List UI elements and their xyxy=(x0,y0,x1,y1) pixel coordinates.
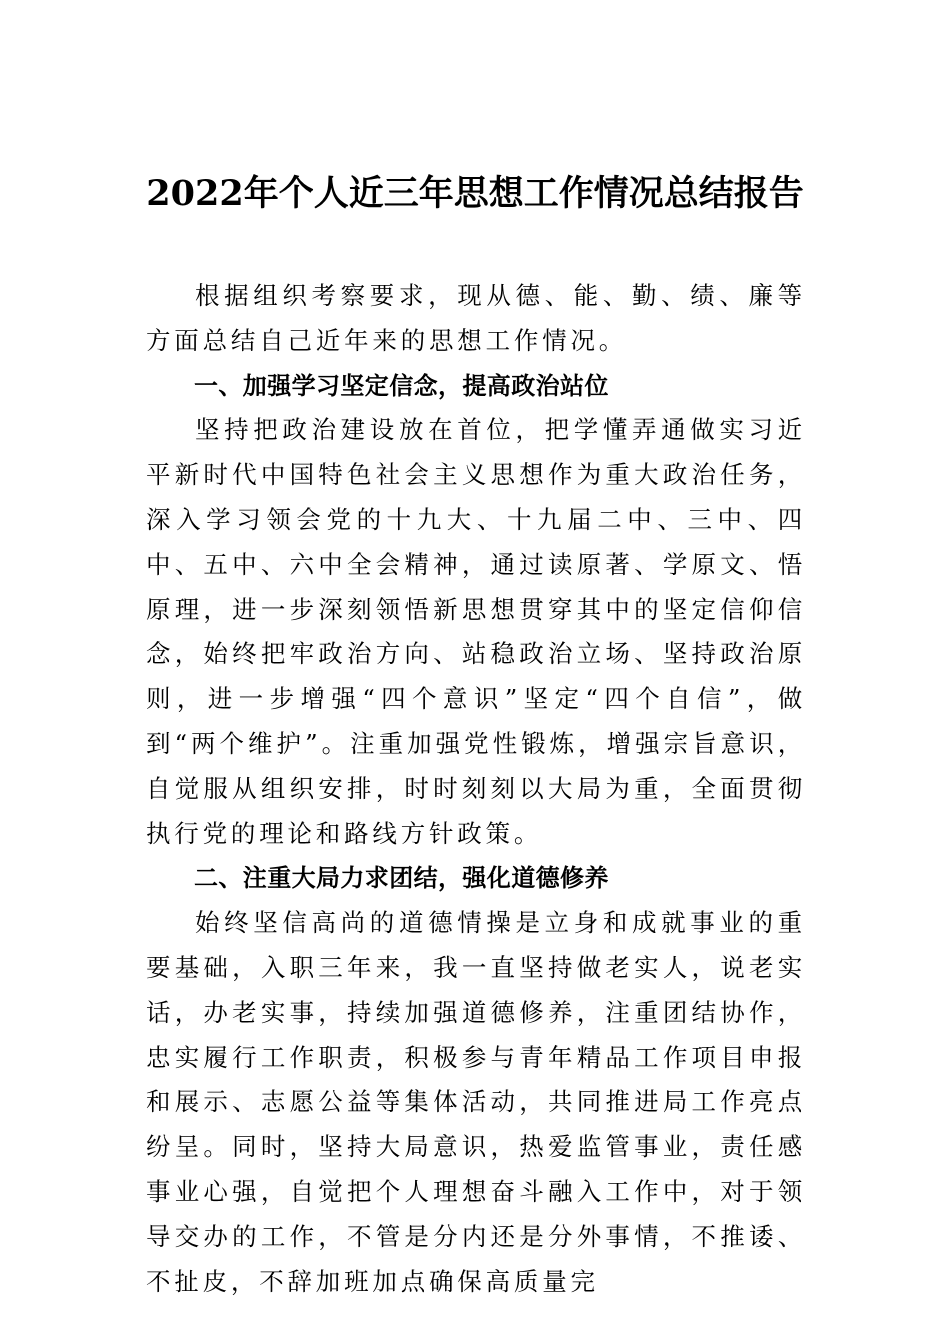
document-title: 2022年个人近三年思想工作情况总结报告 xyxy=(146,173,804,214)
intro-paragraph: 根据组织考察要求，现从德、能、勤、绩、廉等方面总结自己近年来的思想工作情况。 xyxy=(146,281,806,355)
document-body xyxy=(146,274,806,1304)
section-body-2: 始终坚信高尚的道德情操是立身和成就事业的重要基础，入职三年来，我一直坚持做老实人，说老实话，办老实事，持续加强道德修养，注重团结协作，忠实履行工作职责，积极参与青年精品工作项目申报和展示、志愿公益等集体活动，共同推进局工作亮点纷呈。同时，坚持大局意识，热爱监管事业，责任感事业心强，自觉把个人理想奋斗融入工作中，对于领导交办的工作，不管是分内还是分外事情，不推诿、不扯皮，不辞加班加点确保高质量完 xyxy=(146,908,806,1296)
section-body-1: 坚持把政治建设放在首位，把学懂弄通做实习近平新时代中国特色社会主义思想作为重大政治任务，深入学习领会党的十九大、十九届二中、三中、四中、五中、六中全会精神，通过读原著、学原文、悟原理，进一步深刻领悟新思想贯穿其中的坚定信仰信念，始终把牢政治方向、站稳政治立场、坚持政治原则，进一步增强“四个意识”坚定“四个自信”，做到“两个维护”。注重加强党性锻炼，增强宗旨意识，自觉服从组织安排，时时刻刻以大局为重，全面贯彻执行党的理论和路线方针政策。 xyxy=(146,415,806,848)
section-heading-2: 二、注重大局力求团结，强化道德修养 xyxy=(194,864,609,893)
section-heading-1: 一、加强学习坚定信念，提高政治站位 xyxy=(194,371,609,400)
